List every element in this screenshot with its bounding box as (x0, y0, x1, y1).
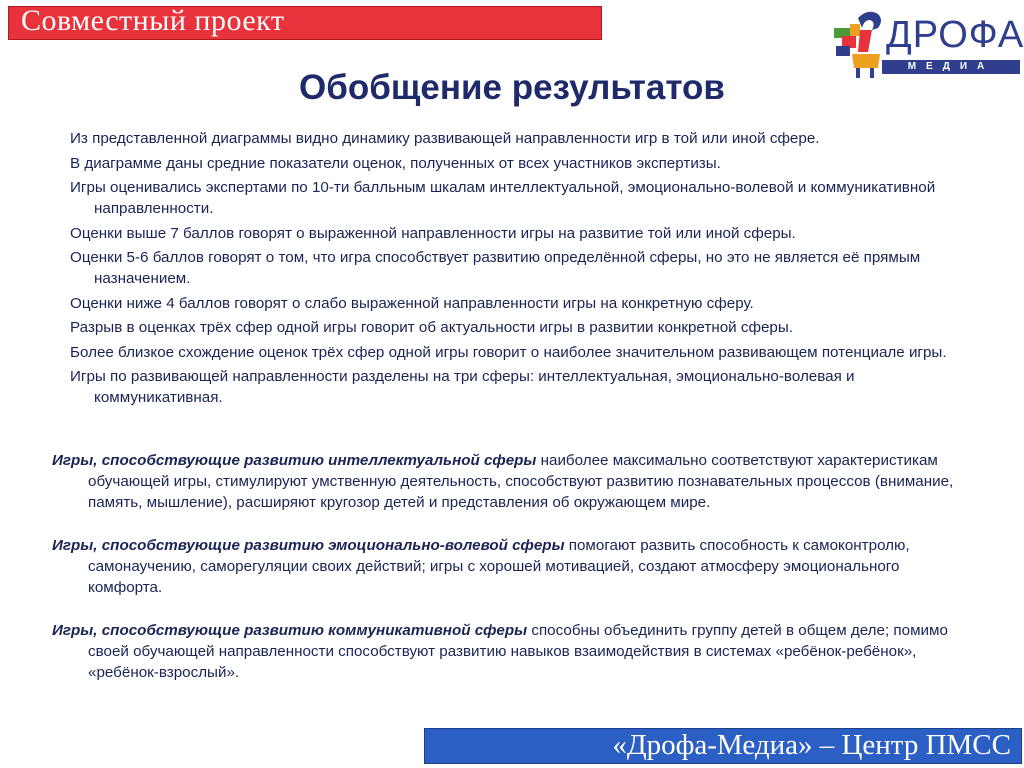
list-item: Оценки ниже 4 баллов говорят о слабо выраженной направленности игры на конкретную сферу. (70, 294, 754, 312)
page-title: Обобщение результатов (299, 68, 725, 107)
footer-banner (424, 728, 1022, 764)
sphere-text: помогают развить способность к самоконтролю, самонаучению, саморегуляции своих действий; игры с хорошей мотивацией, создают атмосферу эмоционального комфорта. (88, 537, 910, 596)
sphere-heading: Игры, способствующие развитию интеллектуальной сферы (52, 452, 537, 469)
list-item: Более близкое схождение оценок трёх сфер одной игры говорит о наиболее значительном развивающем потенциале игры. (70, 343, 947, 361)
sphere-descriptions (52, 450, 962, 705)
list-item: Игры оценивались экспертами по 10-ти балльным шкалам интеллектуальной, эмоционально-волевой и коммуникативной направленности. (70, 179, 936, 217)
sphere-paragraph-communicative (52, 620, 962, 683)
logo-subtitle: МЕДИА (882, 60, 1020, 74)
sphere-heading: Игры, способствующие развитию коммуникативной сферы (52, 622, 528, 639)
footer-banner-text: «Дрофа-Медиа» – Центр ПМСС (612, 729, 1011, 761)
logo-wordmark: ДРОФА (886, 14, 1024, 56)
list-item: Игры по развивающей направленности разделены на три сферы: интеллектуальная, эмоционально-волевая и коммуникативная. (70, 368, 855, 406)
list-item: В диаграмме даны средние показатели оценок, полученных от всех участников экспертизы. (70, 154, 721, 172)
list-item: Разрыв в оценках трёх сфер одной игры говорит об актуальности игры в развитии конкретной сферы. (70, 319, 793, 336)
sphere-paragraph-intellectual (52, 450, 962, 513)
sphere-paragraph-emotional (52, 535, 962, 598)
list-item: Оценки 5-6 баллов говорят о том, что игра способствует развитию определённой сферы, но это не является её прямым назначением. (70, 249, 921, 287)
sphere-heading: Игры, способствующие развитию эмоционально-волевой сферы (52, 537, 565, 554)
sphere-text: наиболее максимально соответствуют характеристикам обучающей игры, стимулируют умственную деятельность, способствуют развитию познавательных процессов (внимание, память, мышление), расширяют кругозор детей и представления об окружающем мире. (88, 452, 954, 511)
findings-list (70, 128, 970, 412)
project-banner (8, 6, 602, 40)
list-item: Из представленной диаграммы видно динамику развивающей направленности игр в той или иной сфере. (70, 130, 820, 147)
list-item: Оценки выше 7 баллов говорят о выраженной направленности игры на развитие той или иной сферы. (70, 224, 796, 242)
project-banner-text: Совместный проект (21, 4, 285, 37)
sphere-text: способны объединить группу детей в общем деле; помимо своей обучающей направленности способствуют развитию навыков взаимодействия в системах «ребёнок-ребёнок», «ребёнок-взрослый». (88, 622, 948, 681)
